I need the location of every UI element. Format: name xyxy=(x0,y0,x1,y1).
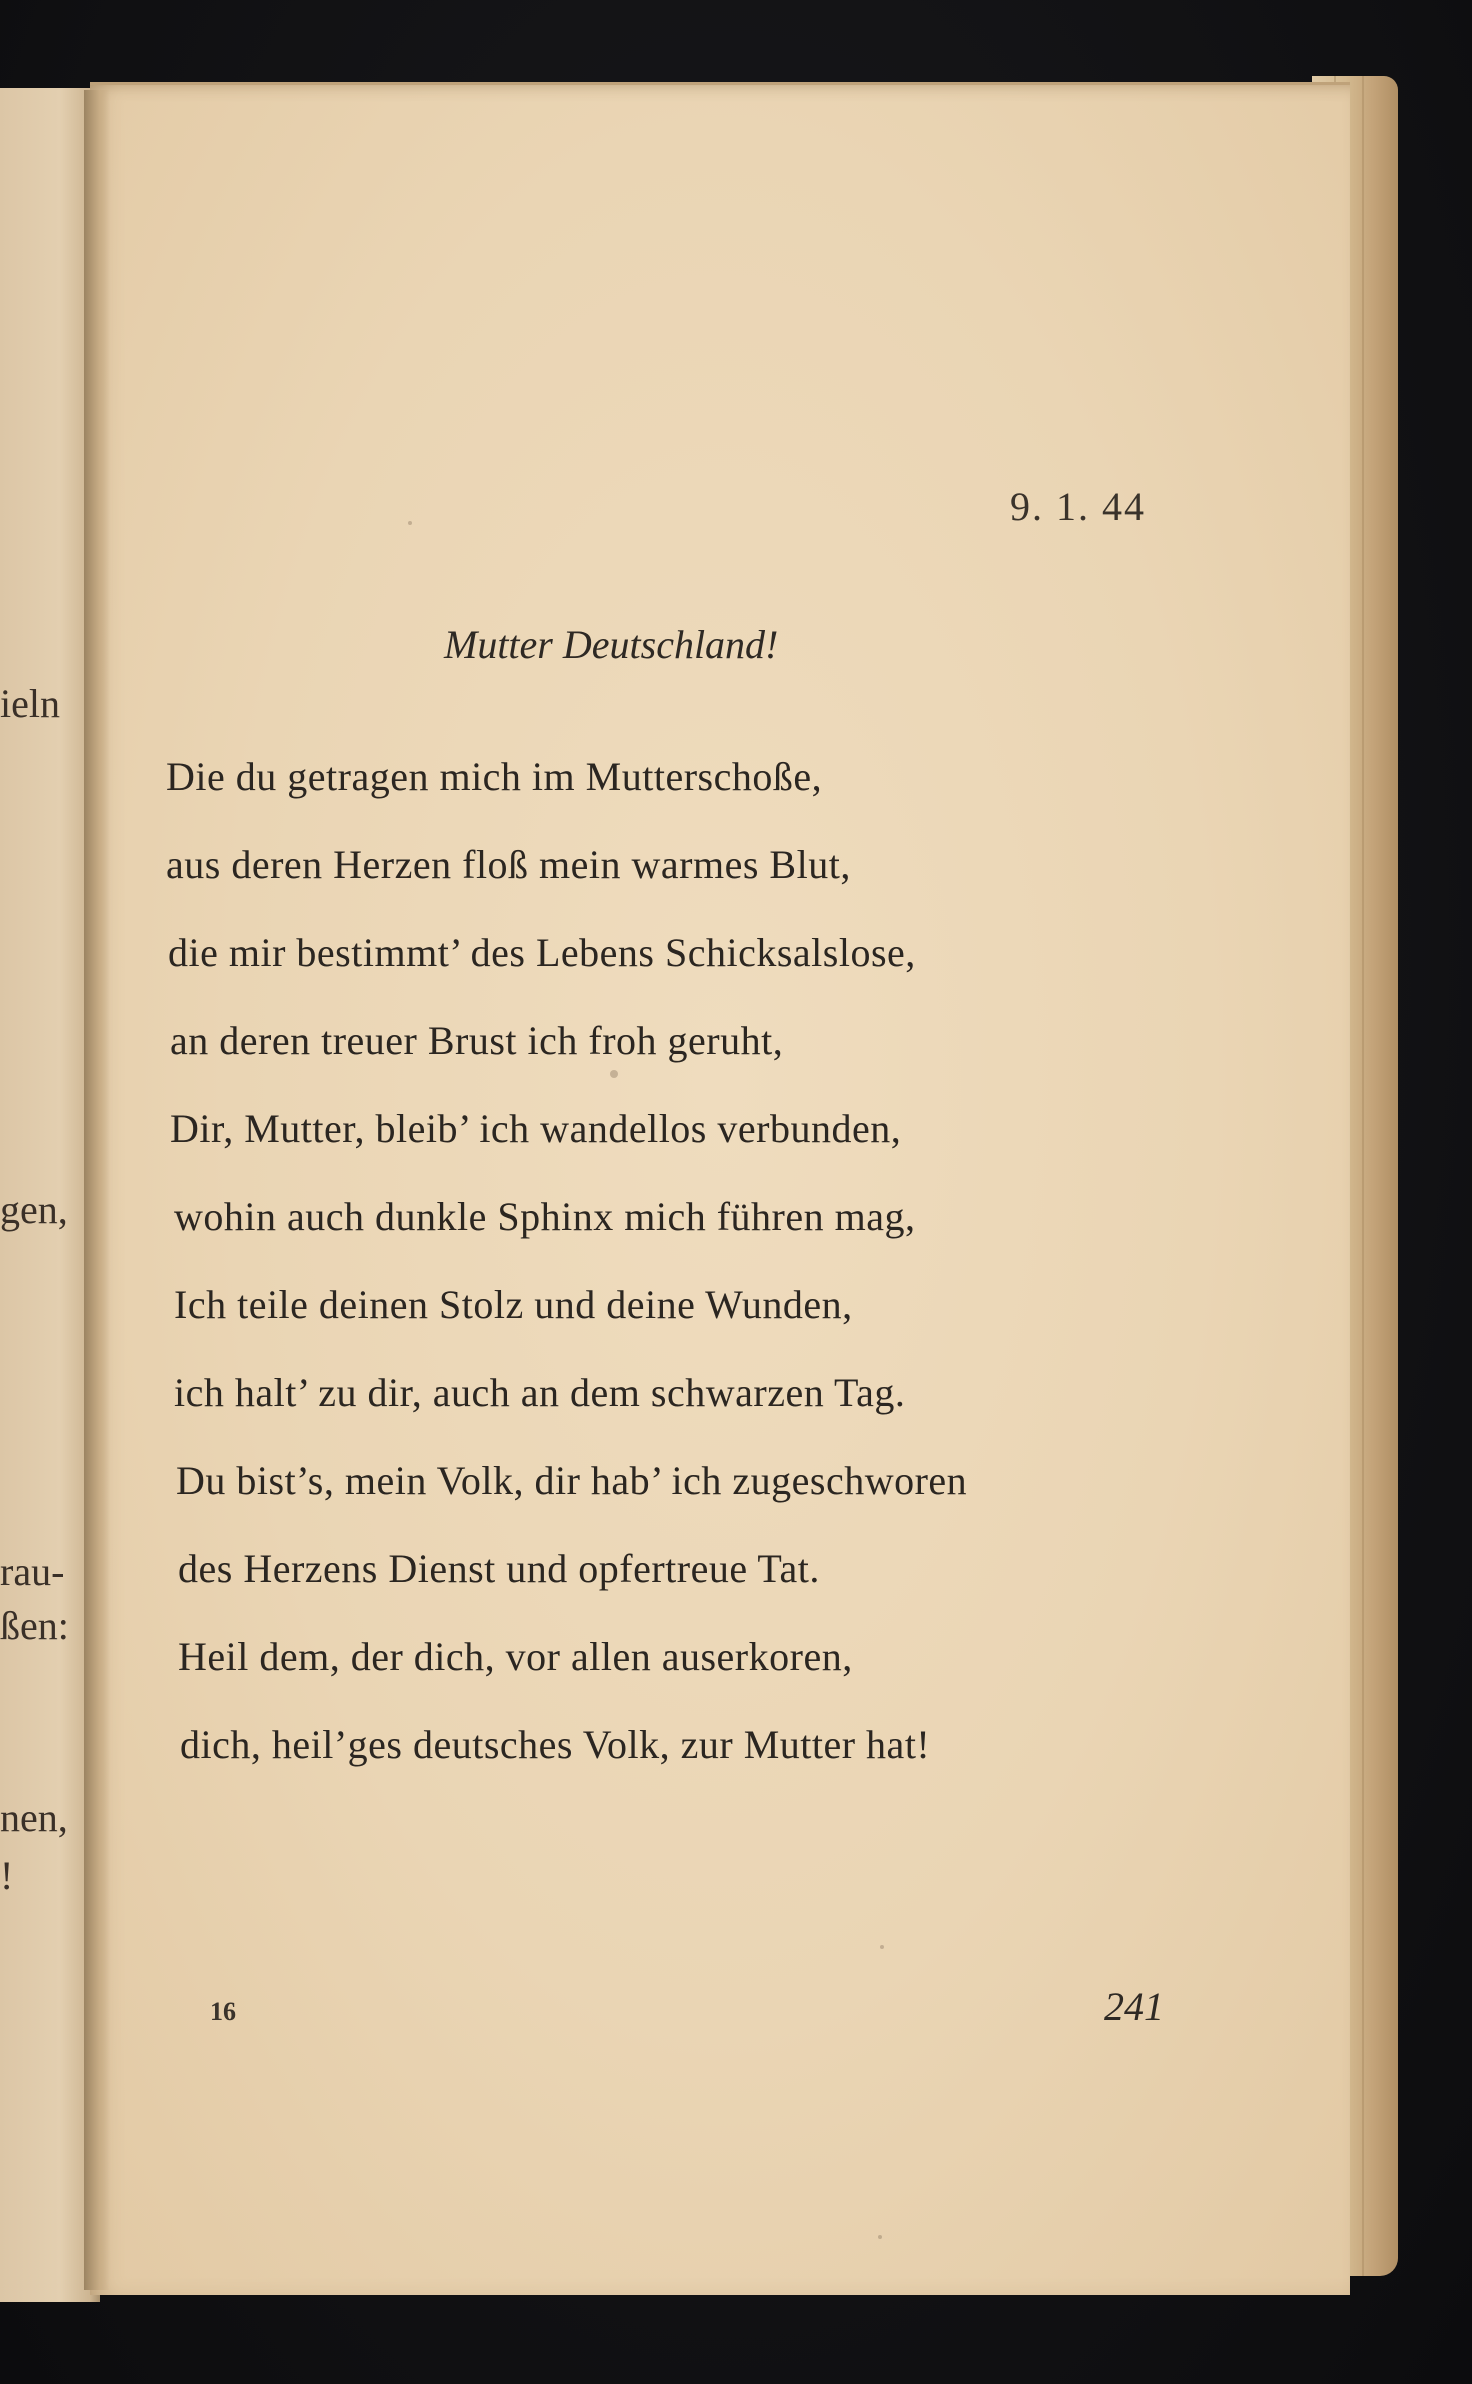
poem-line: Dir, Mutter, bleib’ ich wandellos verbunden, xyxy=(170,1106,902,1151)
left-page-fragment: ! xyxy=(0,1853,14,1898)
left-page-fragment: ßen: xyxy=(0,1603,69,1648)
signature-mark: 16 xyxy=(210,1997,236,2026)
poem-line: ich halt’ zu dir, auch an dem schwarzen Tag. xyxy=(174,1370,906,1415)
book-gutter xyxy=(84,90,110,2290)
poem-line: aus deren Herzen floß mein warmes Blut, xyxy=(166,842,851,887)
poem-line: an deren treuer Brust ich froh geruht, xyxy=(170,1018,784,1063)
poem-line: die mir bestimmt’ des Lebens Schicksalslose, xyxy=(168,930,916,975)
poem-title: Mutter Deutschland! xyxy=(444,622,779,667)
paper-speck xyxy=(878,2235,882,2239)
poem-line: Heil dem, der dich, vor allen auserkoren, xyxy=(178,1634,853,1679)
paper-speck xyxy=(610,1070,618,1078)
left-page-fragment: rau- xyxy=(0,1549,65,1594)
left-page-fragment: nen, xyxy=(0,1795,68,1840)
left-page-fragment: ieln xyxy=(0,681,60,726)
poem-line: Du bist’s, mein Volk, dir hab’ ich zugeschworen xyxy=(176,1458,968,1503)
paper-speck xyxy=(880,1945,884,1949)
left-page-fragment: gen, xyxy=(0,1187,68,1232)
book-page xyxy=(90,82,1350,2295)
poem-date: 9. 1. 44 xyxy=(1010,484,1146,529)
poem-line: des Herzens Dienst und opfertreue Tat. xyxy=(178,1546,820,1591)
poem-line: Die du getragen mich im Mutterschoße, xyxy=(166,754,823,799)
paper-speck xyxy=(408,521,412,525)
poem-line: Ich teile deinen Stolz und deine Wunden, xyxy=(174,1282,853,1327)
poem-line: dich, heil’ges deutsches Volk, zur Mutter hat! xyxy=(180,1722,931,1767)
poem-line: wohin auch dunkle Sphinx mich führen mag, xyxy=(174,1194,916,1239)
page-number: 241 xyxy=(1104,1984,1164,2029)
